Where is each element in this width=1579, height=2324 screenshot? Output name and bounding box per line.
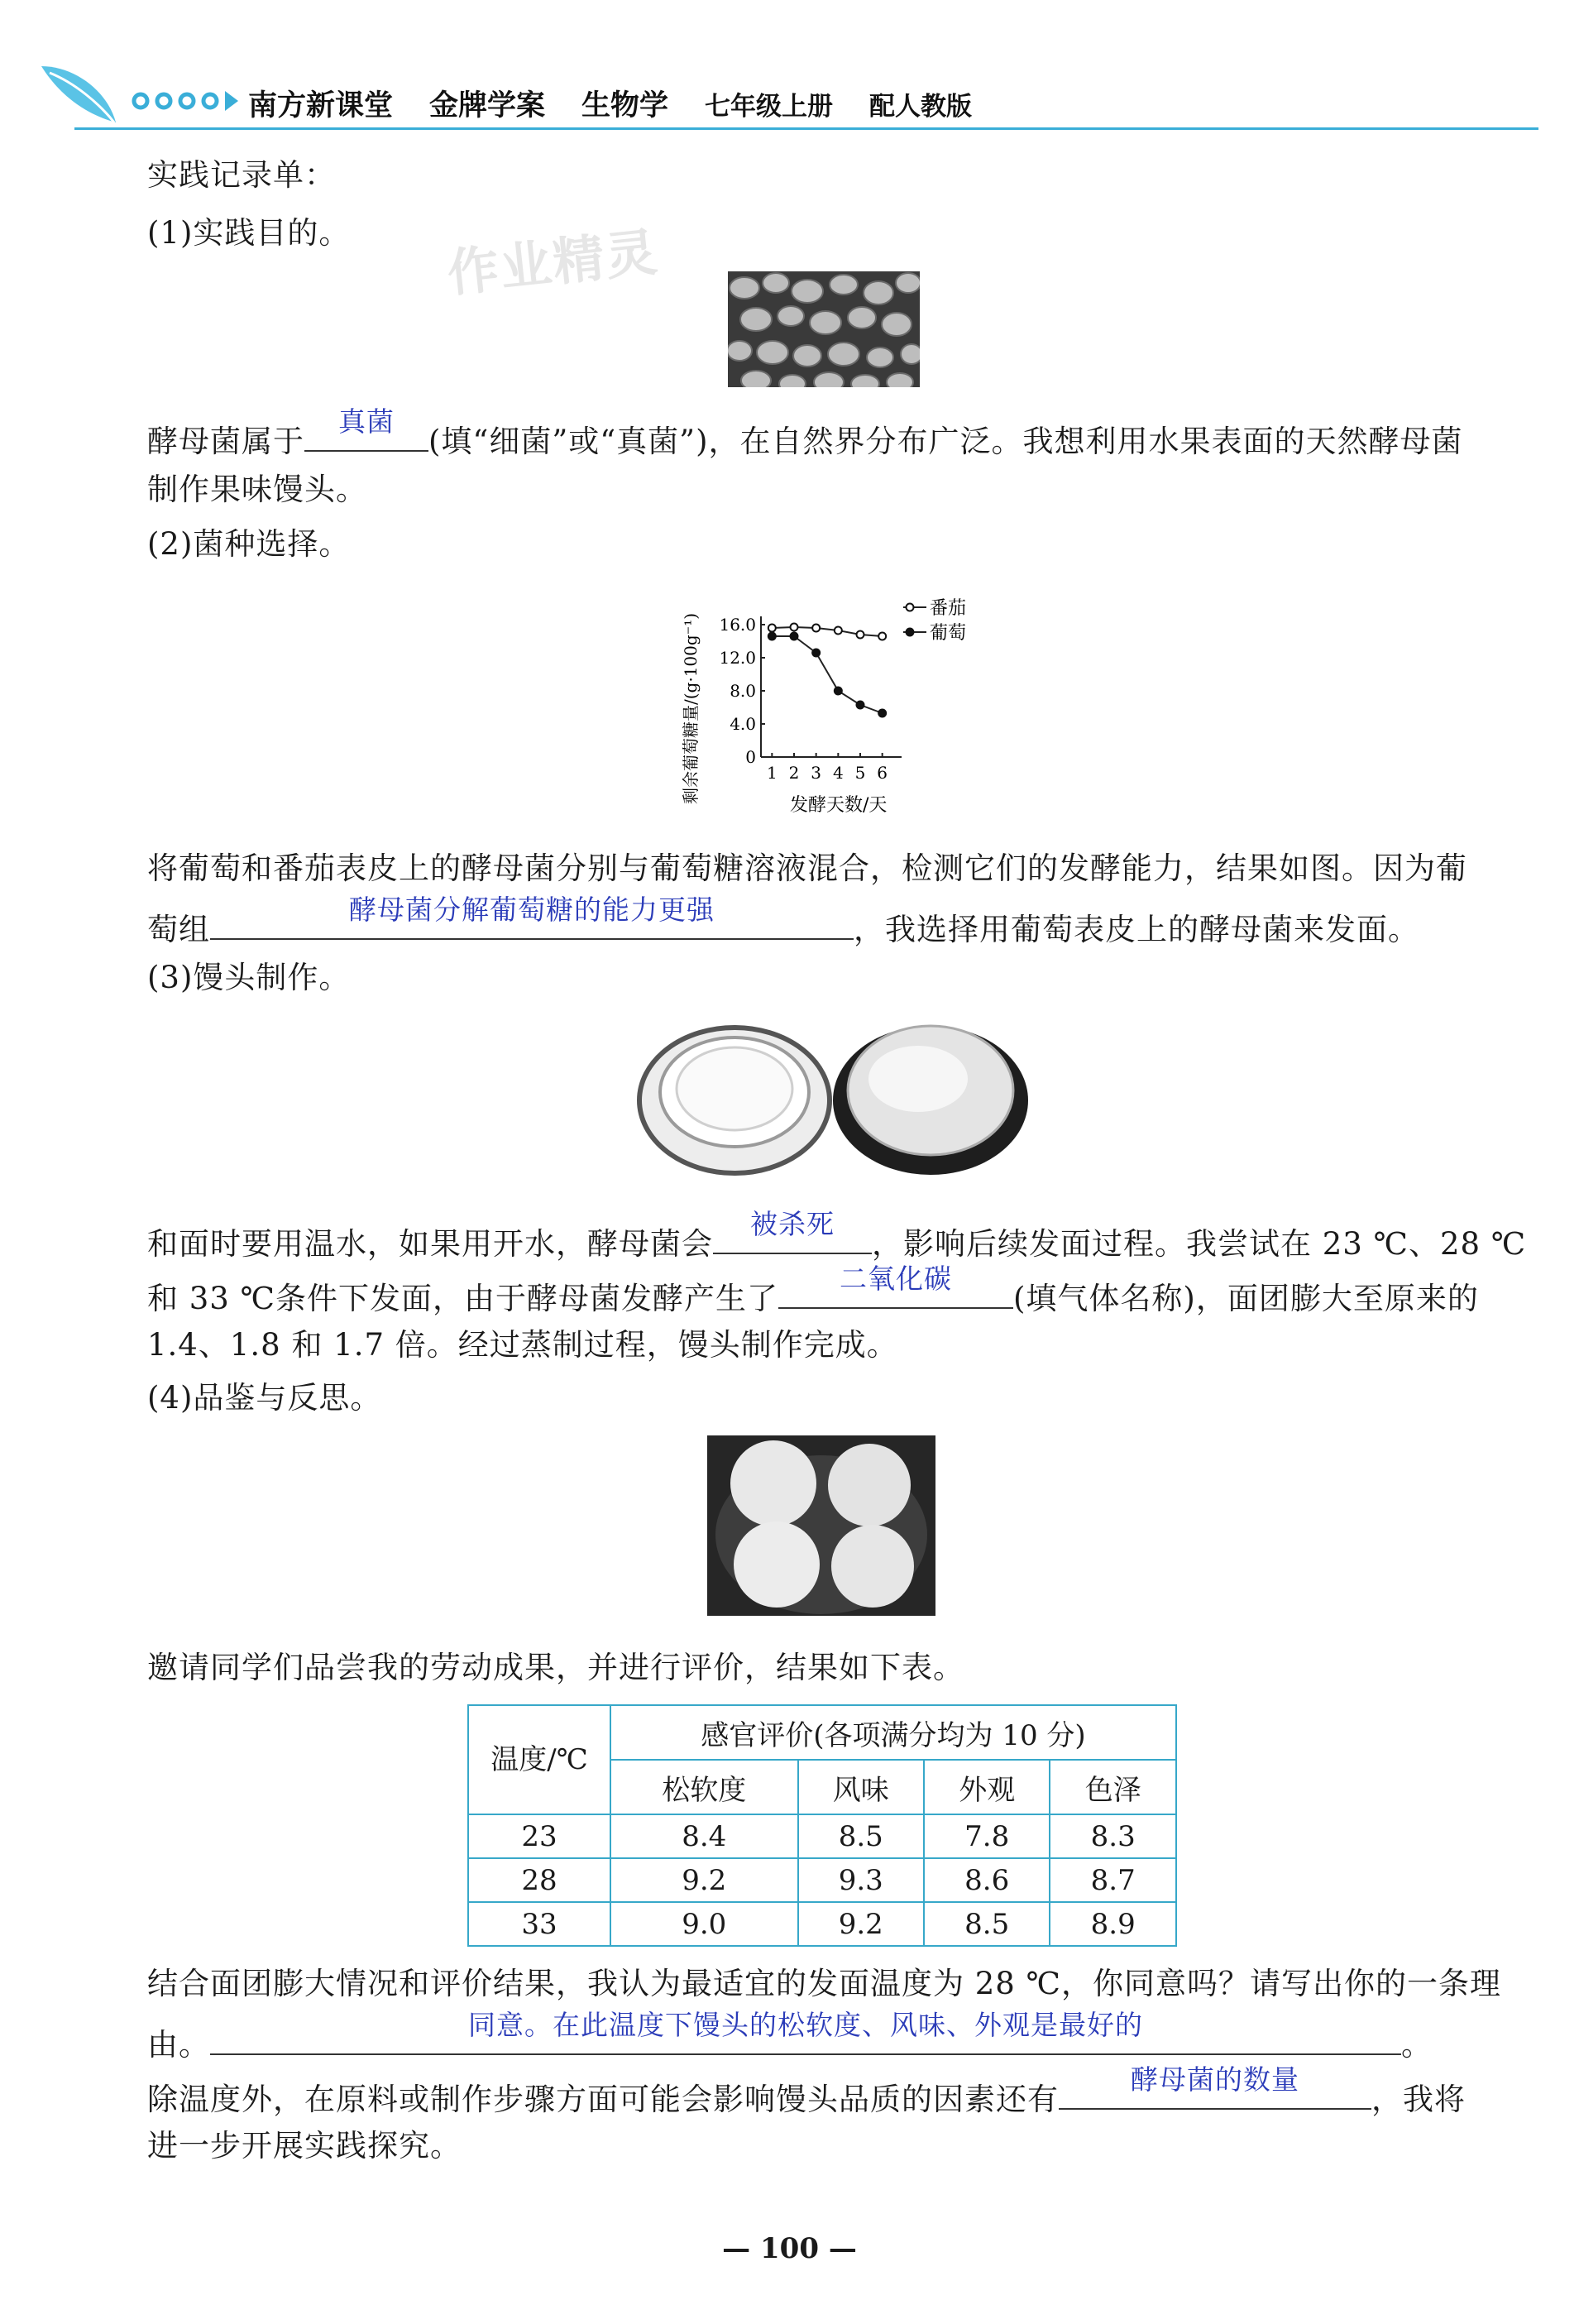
table-cell: 8.9: [1050, 1902, 1176, 1946]
chart-point: [812, 625, 820, 632]
chart-series-line: [772, 627, 882, 636]
table-cell: 7.8: [924, 1814, 1050, 1858]
sec4-q-line2: 由。 同意。在此温度下馒头的松软度、风味、外观是最好的 。: [147, 2017, 1433, 2067]
table-cell: 9.2: [610, 1858, 798, 1902]
header-title: [248, 83, 1008, 124]
chart-point: [857, 702, 864, 709]
sec1-para-line2: 制作果味馒头。: [147, 472, 367, 507]
dough-bowl-icon: [833, 1026, 1028, 1175]
table-row: [468, 1902, 1176, 1946]
dots-icon: [134, 91, 238, 111]
header-series: 金牌学案: [429, 89, 546, 122]
table-row: [468, 1814, 1176, 1858]
chart-point: [791, 633, 798, 640]
sec4-q-line4: 进一步开展实践探究。: [147, 2128, 462, 2163]
chart-point: [791, 624, 798, 631]
legend-marker: [907, 604, 914, 611]
chart-x-tick-label: 4: [832, 763, 844, 783]
sec4-q-line3: 除温度外，在原料或制作步骤方面可能会影响馒头品质的因素还有 酵母菌的数量 ，我将: [147, 2072, 1466, 2121]
section4-title: (4)品鉴与反思。: [147, 1380, 382, 1416]
legend-label: 番茄: [930, 598, 967, 619]
group-header: 感官评价(各项满分均为 10 分): [610, 1705, 1176, 1760]
chart-y-tick-label: 4.0: [730, 714, 756, 734]
dough-bowls-photo: [637, 1024, 1034, 1177]
sec2-para-line1: 将葡萄和番茄表皮上的酵母菌分别与葡萄糖溶液混合，检测它们的发酵能力，结果如图。因为葡: [147, 851, 1467, 886]
sec2-para-line2: 萄组 酵母菌分解葡萄糖的能力更强 ，我选择用葡萄表皮上的酵母菌来发面。: [147, 902, 1419, 951]
section1-title: (1)实践目的。: [147, 215, 351, 251]
sec3-line1: 和面时要用温水，如果用开水，酵母菌会 被杀死 ，影响后续发面过程。我尝试在 23 ℃、28 ℃: [147, 1216, 1526, 1266]
chart-point: [768, 625, 776, 632]
answer-blank-1[interactable]: [304, 405, 428, 452]
sec4-q-line1: 结合面团膨大情况和评价结果，我认为最适宜的发面温度为 28 ℃，你同意吗？请写出你的一条理: [147, 1966, 1501, 2001]
header-subject: 生物学: [581, 89, 669, 122]
header-edition: 配人教版: [869, 92, 973, 122]
table-cell: 9.0: [610, 1902, 798, 1946]
table-cell: 23: [468, 1814, 610, 1858]
evaluation-table: [467, 1704, 1177, 1947]
chart-point: [835, 688, 842, 695]
table-cell: 33: [468, 1902, 610, 1946]
chart-y-tick-label: 16.0: [719, 615, 756, 635]
section2-title: (2)菌种选择。: [147, 526, 351, 562]
answer-3: 被杀死: [750, 1208, 835, 1240]
table-cell: 8.3: [1050, 1814, 1176, 1858]
col-header: 色泽: [1050, 1760, 1176, 1814]
steamed-buns-photo: [707, 1435, 935, 1616]
sec3-line3: 1.4、1.8 和 1.7 倍。经过蒸制过程，馒头制作完成。: [147, 1327, 898, 1363]
chart-ylabel: 剩余葡萄糖量/(g·100g⁻¹): [681, 612, 701, 804]
sec1-para-line1: 酵母菌属于 真菌 (填“细菌”或“真菌”)，在自然界分布广泛。我想利用水果表面的天然酵母菌: [147, 414, 1463, 463]
col-header: 外观: [924, 1760, 1050, 1814]
table-cell: 8.7: [1050, 1858, 1176, 1902]
header-brand: 南方新课堂: [248, 89, 394, 122]
watermark: 作业精灵: [444, 221, 662, 304]
chart-y-tick-label: 12.0: [719, 648, 756, 668]
answer-blank-3[interactable]: [713, 1208, 872, 1254]
chart-xlabel: 发酵天数/天: [790, 795, 888, 816]
empty-bowl-icon: [639, 1028, 830, 1173]
header-rule: [74, 127, 1538, 130]
answer-blank-6[interactable]: [1059, 2063, 1371, 2110]
yeast-image-icon: [728, 271, 920, 387]
chart-point: [857, 631, 864, 639]
chart-series-line: [772, 636, 882, 713]
legend-label: 葡萄: [930, 623, 967, 644]
chart-y-tick-label: 0: [745, 747, 756, 767]
answer-blank-5[interactable]: [210, 2009, 1401, 2055]
page-number: — 100 —: [722, 2232, 857, 2265]
table-cell: 8.5: [924, 1902, 1050, 1946]
col-header: 松软度: [610, 1760, 798, 1814]
section3-title: (3)馒头制作。: [147, 960, 351, 995]
header-grade: 七年级上册: [705, 92, 834, 122]
chart-point: [835, 627, 842, 635]
intro-text: 实践记录单：: [147, 157, 336, 193]
chart-y-tick-label: 8.0: [730, 681, 756, 701]
answer-blank-4[interactable]: [778, 1263, 1013, 1309]
answer-6: 酵母菌的数量: [1131, 2063, 1299, 2096]
table-header-row: [468, 1705, 1176, 1760]
chart-x-tick-label: 1: [766, 763, 778, 783]
chart-x-tick-label: 2: [788, 763, 800, 783]
temp-header: 温度/℃: [468, 1705, 610, 1814]
chart-x-tick-label: 6: [877, 763, 888, 783]
answer-4: 二氧化碳: [840, 1263, 952, 1295]
answer-1: 真菌: [338, 405, 395, 438]
glucose-chart: [670, 579, 984, 827]
legend-marker: [907, 629, 914, 636]
col-header: 风味: [798, 1760, 924, 1814]
table-cell: 28: [468, 1858, 610, 1902]
answer-5: 同意。在此温度下馒头的松软度、风味、外观是最好的: [468, 2009, 1143, 2041]
answer-blank-2[interactable]: [210, 894, 854, 940]
table-cell: 8.6: [924, 1858, 1050, 1902]
chart-point: [812, 649, 820, 657]
table-row: [468, 1858, 1176, 1902]
chart-x-tick-label: 3: [811, 763, 822, 783]
chart-x-tick-label: 5: [854, 763, 866, 783]
table-cell: 8.5: [798, 1814, 924, 1858]
invite-text: 邀请同学们品尝我的劳动成果，并进行评价，结果如下表。: [147, 1650, 964, 1685]
sec3-line2: 和 33 ℃条件下发面，由于酵母菌发酵产生了 二氧化碳 (填气体名称)，面团膨大至原来的: [147, 1271, 1479, 1320]
table-cell: 9.3: [798, 1858, 924, 1902]
table-cell: 8.4: [610, 1814, 798, 1858]
chart-point: [878, 633, 886, 640]
feather-icon: [41, 66, 116, 122]
chart-point: [768, 633, 776, 640]
chart-point: [878, 710, 886, 717]
answer-2: 酵母菌分解葡萄糖的能力更强: [349, 894, 715, 926]
table-cell: 9.2: [798, 1902, 924, 1946]
yeast-micrograph: [728, 271, 920, 387]
